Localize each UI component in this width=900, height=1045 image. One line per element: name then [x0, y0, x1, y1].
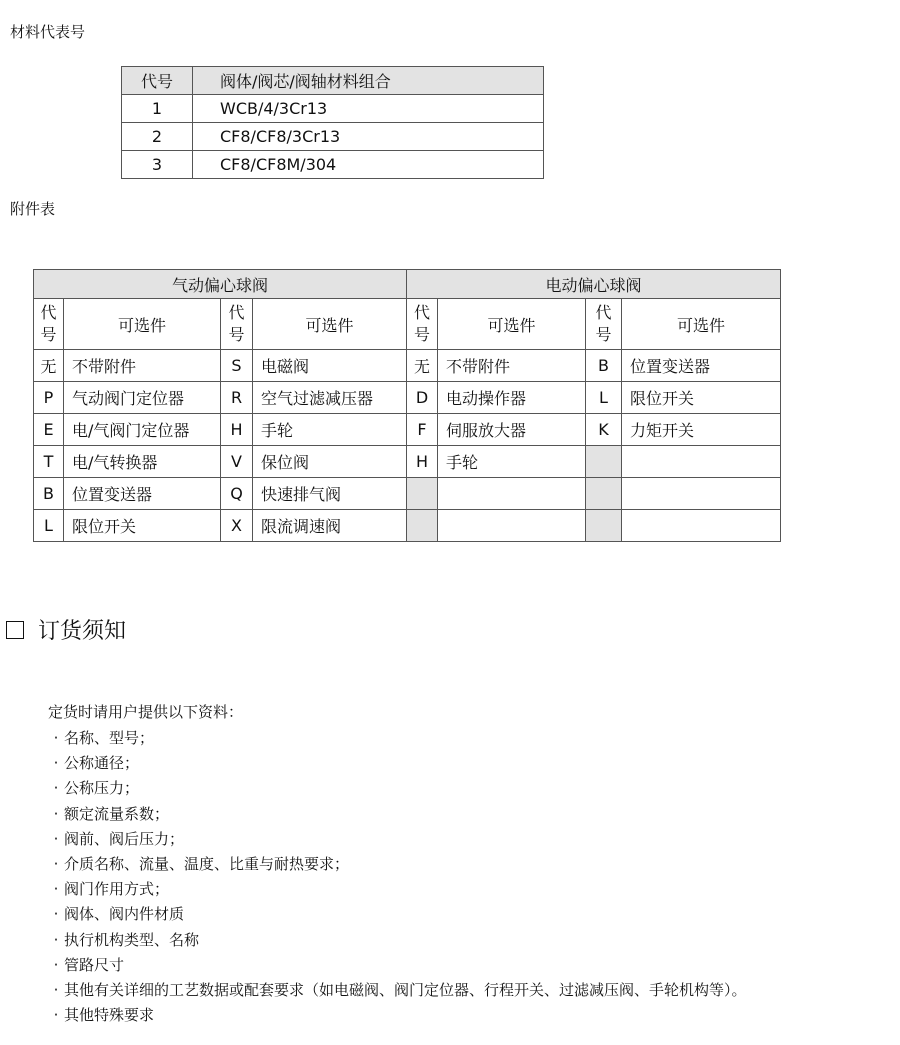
- table-row: [34, 350, 781, 382]
- accessory-option-cell: 气动阀门定位器: [64, 382, 221, 414]
- table-header-row: [122, 67, 544, 95]
- accessory-code-cell: S: [221, 350, 253, 382]
- accessory-code-cell: [586, 446, 622, 478]
- list-item: [48, 751, 747, 776]
- list-item: [48, 978, 747, 1003]
- bullet-icon: ·: [53, 804, 59, 823]
- list-item-text: 额定流量系数；: [64, 804, 170, 823]
- accessory-option-cell: 电动操作器: [438, 382, 586, 414]
- bullet-icon: ·: [53, 779, 59, 798]
- accessory-option-cell: 限位开关: [622, 382, 781, 414]
- list-item: [48, 877, 747, 902]
- code-header: 代 号: [34, 299, 64, 350]
- list-item-text: 阀前、阀后压力；: [64, 829, 185, 848]
- accessory-code-cell: Q: [221, 478, 253, 510]
- bullet-icon: ·: [53, 729, 59, 747]
- code-header: 代 号: [221, 299, 253, 350]
- accessory-option-cell: [438, 478, 586, 510]
- list-item: [48, 852, 747, 877]
- accessory-option-cell: 位置变送器: [622, 350, 781, 382]
- accessory-code-cell: B: [34, 478, 64, 510]
- accessory-option-cell: 限位开关: [64, 510, 221, 542]
- code-header: 代 号: [586, 299, 622, 350]
- list-item-text: 管路尺寸: [64, 955, 125, 974]
- accessory-code-cell: H: [221, 414, 253, 446]
- table-row: [122, 123, 544, 151]
- material-combo-header: 阀体/阀芯/阀轴材料组合: [193, 67, 544, 95]
- bullet-icon: ·: [53, 880, 59, 899]
- accessory-code-cell: [586, 478, 622, 510]
- accessory-code-cell: B: [586, 350, 622, 382]
- accessory-code-cell: L: [34, 510, 64, 542]
- accessory-code-cell: [586, 510, 622, 542]
- accessory-option-cell: [622, 446, 781, 478]
- accessory-code-cell: V: [221, 446, 253, 478]
- accessory-code-cell: 无: [34, 350, 64, 382]
- table-row: [122, 95, 544, 123]
- material-code: 2: [122, 123, 193, 151]
- list-item-text: 名称、型号；: [64, 729, 155, 747]
- accessory-code-cell: F: [407, 414, 438, 446]
- accessory-table: [33, 269, 781, 542]
- accessory-code-cell: 无: [407, 350, 438, 382]
- option-header: 可选件: [253, 299, 407, 350]
- list-item: [48, 776, 747, 801]
- order-notice-list: [48, 726, 747, 1028]
- material-table: [121, 66, 544, 179]
- table-row: [34, 446, 781, 478]
- bullet-icon: ·: [53, 829, 59, 848]
- accessory-option-cell: 快速排气阀: [253, 478, 407, 510]
- list-item-text: 其他有关详细的工艺数据或配套要求（如电磁阀、阀门定位器、行程开关、过滤减压阀、手轮机构等）。: [64, 980, 747, 999]
- accessory-option-cell: 手轮: [253, 414, 407, 446]
- accessory-option-cell: 电/气转换器: [64, 446, 221, 478]
- list-item-text: 其他特殊要求: [64, 1006, 155, 1025]
- list-item: [48, 953, 747, 978]
- accessory-option-cell: 位置变送器: [64, 478, 221, 510]
- accessory-code-cell: P: [34, 382, 64, 414]
- option-header: 可选件: [64, 299, 221, 350]
- order-notice-body: [48, 700, 747, 1028]
- material-combo: CF8/CF8M/304: [193, 151, 544, 179]
- list-item-text: 执行机构类型、名称: [64, 930, 200, 949]
- list-item: [48, 902, 747, 927]
- table-row: [34, 478, 781, 510]
- accessory-code-cell: [407, 478, 438, 510]
- list-item: [48, 726, 747, 751]
- list-item-text: 阀门作用方式；: [64, 880, 170, 899]
- accessory-code-cell: [407, 510, 438, 542]
- accessory-code-cell: L: [586, 382, 622, 414]
- accessory-code-cell: D: [407, 382, 438, 414]
- bullet-icon: ·: [53, 905, 59, 924]
- group-header-row: [34, 270, 781, 299]
- table-row: [34, 414, 781, 446]
- accessory-option-cell: [438, 510, 586, 542]
- material-combo: WCB/4/3Cr13: [193, 95, 544, 123]
- material-code: 3: [122, 151, 193, 179]
- accessory-option-cell: 力矩开关: [622, 414, 781, 446]
- option-header: 可选件: [438, 299, 586, 350]
- column-header-row: [34, 299, 781, 350]
- material-section-title: 材料代表号: [10, 23, 86, 41]
- accessory-option-cell: 电磁阀: [253, 350, 407, 382]
- accessory-option-cell: 空气过滤减压器: [253, 382, 407, 414]
- table-row: [34, 510, 781, 542]
- bullet-icon: ·: [53, 754, 59, 773]
- bullet-icon: ·: [53, 980, 59, 999]
- table-row: [34, 382, 781, 414]
- accessory-section-title: 附件表: [10, 200, 56, 218]
- material-combo: CF8/CF8/3Cr13: [193, 123, 544, 151]
- bullet-icon: ·: [53, 955, 59, 974]
- option-header: 可选件: [622, 299, 781, 350]
- accessory-option-cell: 不带附件: [64, 350, 221, 382]
- electric-group-header: 电动偏心球阀: [407, 270, 781, 299]
- accessory-code-cell: R: [221, 382, 253, 414]
- order-notice-intro: 定货时请用户提供以下资料：: [48, 703, 244, 721]
- accessory-option-cell: 限流调速阀: [253, 510, 407, 542]
- list-item: [48, 802, 747, 827]
- code-header: 代 号: [407, 299, 438, 350]
- list-item: [48, 1003, 747, 1028]
- bullet-icon: ·: [53, 1006, 59, 1025]
- accessory-code-cell: T: [34, 446, 64, 478]
- list-item-text: 介质名称、流量、温度、比重与耐热要求；: [64, 854, 350, 873]
- accessory-code-cell: K: [586, 414, 622, 446]
- accessory-option-cell: 电/气阀门定位器: [64, 414, 221, 446]
- accessory-code-cell: H: [407, 446, 438, 478]
- accessory-code-cell: E: [34, 414, 64, 446]
- list-item-text: 公称通径；: [64, 754, 140, 773]
- accessory-option-cell: [622, 478, 781, 510]
- list-item-text: 公称压力；: [64, 779, 140, 798]
- list-item: [48, 827, 747, 852]
- material-code: 1: [122, 95, 193, 123]
- order-notice-title: 订货须知: [38, 619, 127, 644]
- table-row: [122, 151, 544, 179]
- bullet-icon: ·: [53, 854, 59, 873]
- accessory-code-cell: X: [221, 510, 253, 542]
- material-code-header: 代号: [122, 67, 193, 95]
- accessory-option-cell: 不带附件: [438, 350, 586, 382]
- accessory-option-cell: 伺服放大器: [438, 414, 586, 446]
- checkbox-square-icon: [6, 621, 24, 639]
- list-item-text: 阀体、阀内件材质: [64, 905, 185, 924]
- order-notice-heading: [6, 614, 126, 645]
- accessory-option-cell: [622, 510, 781, 542]
- accessory-option-cell: 手轮: [438, 446, 586, 478]
- pneumatic-group-header: 气动偏心球阀: [34, 270, 407, 299]
- accessory-option-cell: 保位阀: [253, 446, 407, 478]
- list-item: [48, 928, 747, 953]
- bullet-icon: ·: [53, 930, 59, 949]
